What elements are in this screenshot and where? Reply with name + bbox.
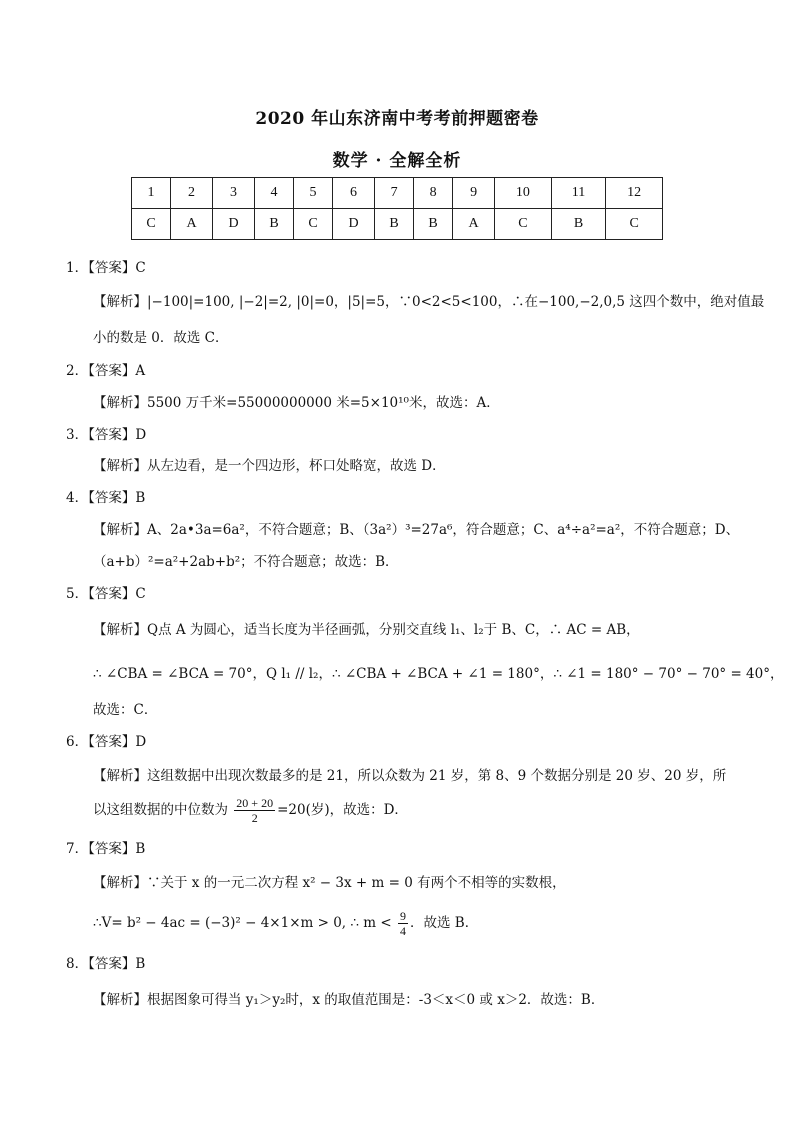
item-6-explanation-line-2 <box>93 796 408 825</box>
table-cell: 8 <box>414 178 453 209</box>
item-5-explanation-line-1: 【解析】Q点 A 为圆心，适当长度为半径画弧，分别交直线 l₁、l₂于 B、C，∴ AC = AB， <box>93 622 640 638</box>
item-2-answer: 2．【答案】A <box>66 363 146 379</box>
fraction-denominator: 2 <box>251 811 258 825</box>
item-5-answer: 5．【答案】C <box>66 586 146 602</box>
item-2-explanation-line-1: 【解析】5500 万千米=55000000000 米=5×10¹⁰米，故选：A． <box>93 395 500 411</box>
document-subtitle: 数学 · 全解全析 <box>332 151 462 171</box>
item-8-explanation-line-1: 【解析】根据图象可得当 y₁＞y₂时，x 的取值范围是：-3＜x＜0 或 x＞2．故选：B． <box>93 992 605 1008</box>
item-5-explanation-line-3: 故选：C． <box>93 702 158 718</box>
table-cell: A <box>453 209 495 240</box>
table-cell: C <box>606 209 663 240</box>
document-title: 2020 年山东济南中考考前押题密卷 <box>255 109 539 129</box>
item-6-text-before-fraction: 以这组数据的中位数为 <box>93 802 228 818</box>
answer-table-number-row <box>132 178 663 209</box>
table-cell: 12 <box>606 178 663 209</box>
table-cell: 7 <box>375 178 414 209</box>
item-1-answer: 1．【答案】C <box>66 260 146 276</box>
item-7-text-before-fraction: ∴V= b² − 4ac = (−3)² − 4×1×m > 0, ∴ m < <box>93 915 392 931</box>
table-cell: 5 <box>294 178 333 209</box>
table-cell: B <box>414 209 453 240</box>
fraction-numerator: 20 + 20 <box>236 796 274 810</box>
table-cell: B <box>255 209 294 240</box>
item-4-explanation-line-2: （a+b）²=a²+2ab+b²；不符合题意；故选：B． <box>93 554 399 570</box>
item-6-answer: 6．【答案】D <box>66 734 147 750</box>
item-8-answer: 8．【答案】B <box>66 956 146 972</box>
table-cell: 2 <box>171 178 213 209</box>
item-4-explanation-line-1: 【解析】A、2a•3a=6a²，不符合题意；B、（3a²）³=27a⁶，符合题意；C、a⁴÷a²=a²，不符合题意；D、 <box>93 522 740 538</box>
item-1-explanation-line-1: 【解析】|−100|=100, |−2|=2, |0|=0，|5|=5，∵0<2<5<100，∴在−100,−2,0,5 这四个数中，绝对值最 <box>93 294 765 310</box>
table-cell: A <box>171 209 213 240</box>
fraction-denominator: 4 <box>399 924 406 938</box>
fraction-numerator: 9 <box>399 909 406 923</box>
item-3-answer: 3．【答案】D <box>66 427 147 443</box>
table-cell: 9 <box>453 178 495 209</box>
item-7-explanation-line-1: 【解析】∵关于 x 的一元二次方程 x² − 3x + m = 0 有两个不相等的实数根， <box>93 875 566 891</box>
table-cell: 3 <box>213 178 255 209</box>
table-cell: 4 <box>255 178 294 209</box>
table-cell: 11 <box>551 178 606 209</box>
table-cell: 1 <box>132 178 171 209</box>
item-6-fraction <box>234 796 275 825</box>
item-7-explanation-line-2 <box>93 909 478 938</box>
table-cell: D <box>333 209 375 240</box>
item-6-text-after-fraction: =20(岁)，故选：D． <box>277 802 408 818</box>
table-cell: B <box>551 209 606 240</box>
item-4-answer: 4．【答案】B <box>66 490 146 506</box>
answer-table-answer-row <box>132 209 663 240</box>
table-cell: 10 <box>495 178 552 209</box>
item-5-explanation-line-2: ∴ ∠CBA = ∠BCA = 70°，Q l₁ // l₂，∴ ∠CBA + ∠BCA + ∠1 = 180°，∴ ∠1 = 180° − 70° − 70° = 40°， <box>93 666 784 682</box>
table-cell: B <box>375 209 414 240</box>
item-7-fraction <box>398 909 408 938</box>
item-7-text-after-fraction: ．故选 B． <box>409 915 479 931</box>
table-cell: 6 <box>333 178 375 209</box>
item-6-explanation-line-1: 【解析】这组数据中出现次数最多的是 21，所以众数为 21 岁，第 8、9 个数据分别是 20 岁、20 岁，所 <box>93 768 727 784</box>
item-1-explanation-line-2: 小的数是 0．故选 C． <box>93 330 229 346</box>
answer-table <box>131 177 663 240</box>
item-7-answer: 7．【答案】B <box>66 841 146 857</box>
table-cell: C <box>495 209 552 240</box>
table-cell: C <box>294 209 333 240</box>
item-3-explanation-line-1: 【解析】从左边看，是一个四边形，杯口处略宽，故选 D． <box>93 458 446 474</box>
table-cell: D <box>213 209 255 240</box>
table-cell: C <box>132 209 171 240</box>
